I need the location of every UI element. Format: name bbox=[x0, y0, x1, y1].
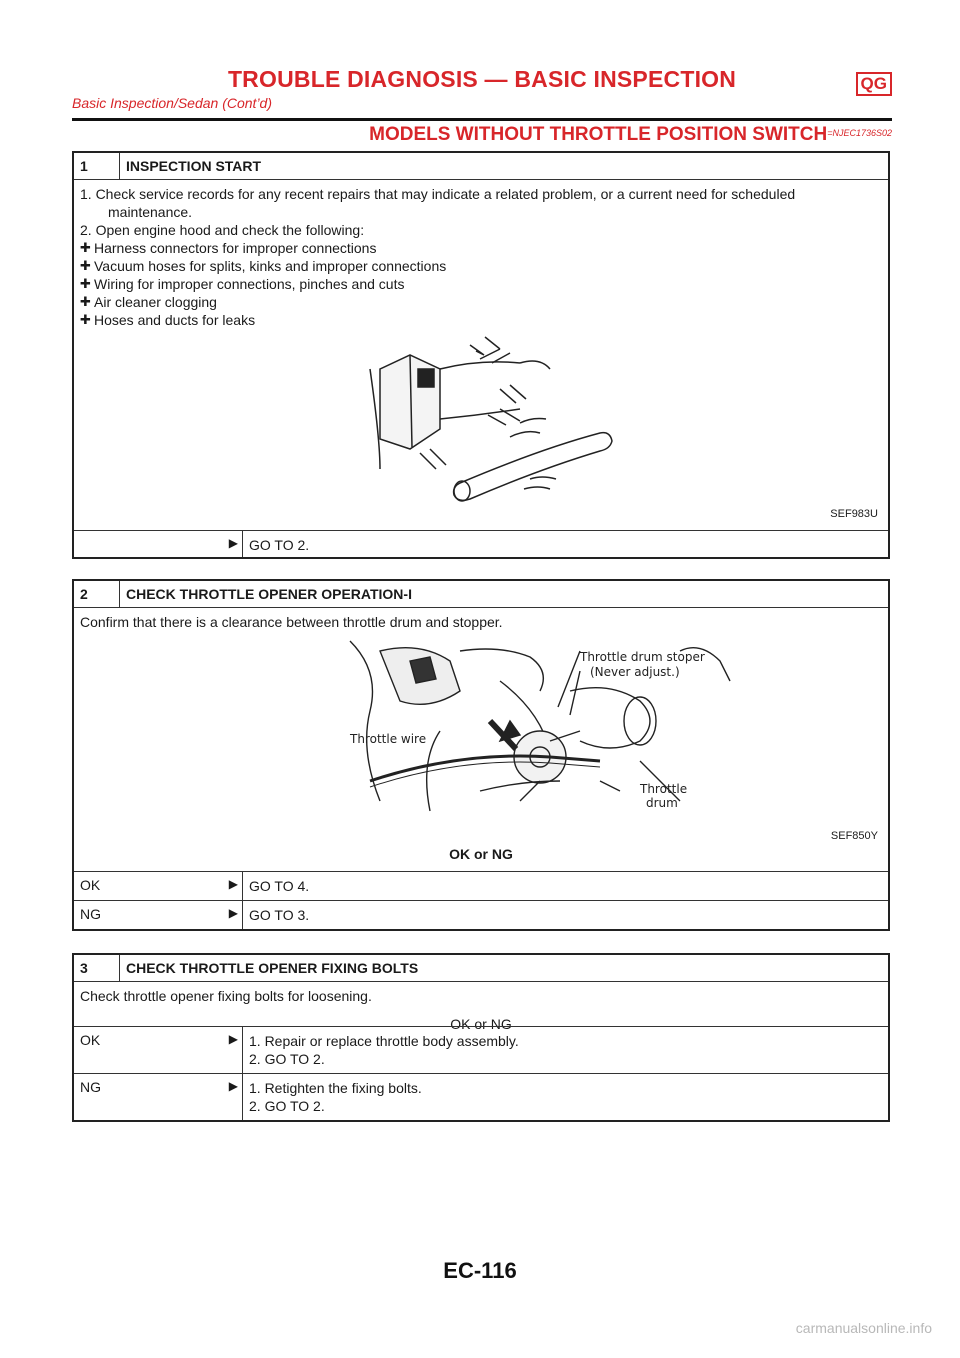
result-row-ok bbox=[74, 1026, 888, 1073]
bullet-icon: ✚ bbox=[80, 258, 91, 273]
ok-ng-label: OK or NG bbox=[450, 1016, 512, 1032]
result-action: 1. Repair or replace throttle body assembly. 2. GO TO 2. bbox=[242, 1027, 888, 1073]
document-subtitle: Basic Inspection/Sedan (Cont’d) bbox=[72, 95, 272, 111]
result-action: GO TO 2. bbox=[242, 531, 888, 557]
page-header bbox=[72, 66, 892, 111]
arrow-icon: ▶ bbox=[228, 536, 238, 550]
step-1-header bbox=[74, 153, 888, 180]
instruction-line: Check throttle opener fixing bolts for loosening. bbox=[80, 988, 372, 1004]
step-number: 1 bbox=[74, 153, 120, 179]
label-stopper: Throttle drum stoper bbox=[580, 650, 705, 664]
watermark: carmanualsonline.info bbox=[795, 1320, 932, 1336]
arrow-icon: ▶ bbox=[228, 877, 238, 891]
bullet-icon: ✚ bbox=[80, 294, 91, 309]
step-2-body bbox=[74, 608, 888, 874]
instruction-line: 2. Open engine hood and check the following: bbox=[80, 222, 365, 238]
step-2-box bbox=[72, 579, 890, 931]
bullet-icon: ✚ bbox=[80, 312, 91, 327]
step-title: CHECK THROTTLE OPENER FIXING BOLTS bbox=[126, 960, 419, 976]
result-table bbox=[74, 871, 888, 929]
result-action: GO TO 4. bbox=[242, 872, 888, 900]
header-rule bbox=[72, 118, 892, 121]
result-table bbox=[74, 1026, 888, 1120]
bullet-item: ✚ Vacuum hoses for splits, kinks and improper connections bbox=[80, 258, 447, 274]
bullet-item: ✚ Wiring for improper connections, pinches and cuts bbox=[80, 276, 405, 292]
section-title-text: MODELS WITHOUT THROTTLE POSITION SWITCH bbox=[369, 124, 828, 145]
label-drum: drum bbox=[646, 796, 678, 810]
result-label: NG ▶ bbox=[74, 1074, 242, 1120]
bullet-icon: ✚ bbox=[80, 276, 91, 291]
result-label: OK ▶ bbox=[74, 1027, 242, 1073]
bullet-item: ✚ Hoses and ducts for leaks bbox=[80, 312, 256, 328]
label-throttle-wire: Throttle wire bbox=[350, 732, 427, 746]
page-number: EC-116 bbox=[443, 1258, 517, 1283]
step-title: CHECK THROTTLE OPENER OPERATION-I bbox=[126, 586, 412, 602]
label-throttle: Throttle bbox=[640, 782, 688, 796]
section-title bbox=[369, 124, 892, 146]
figure-code: SEF850Y bbox=[830, 830, 878, 842]
hose-illustration bbox=[80, 329, 884, 509]
label-never-adjust: (Never adjust.) bbox=[590, 665, 680, 679]
result-row bbox=[74, 530, 888, 557]
result-action: 1. Retighten the fixing bolts. 2. GO TO 2. bbox=[242, 1074, 888, 1120]
result-row-ng bbox=[74, 900, 888, 929]
result-label: OK ▶ bbox=[80, 877, 238, 893]
figure-throttle-drum bbox=[80, 631, 882, 845]
step-title: INSPECTION START bbox=[126, 158, 262, 174]
figure-hose-inspection bbox=[80, 329, 882, 525]
result-row-ng bbox=[74, 1073, 888, 1120]
bullet-item: ✚ Harness connectors for improper connections bbox=[80, 240, 377, 256]
arrow-icon: ▶ bbox=[228, 906, 238, 920]
arrow-icon: ▶ bbox=[228, 1079, 238, 1093]
step-number: 2 bbox=[74, 581, 120, 607]
step-1-box bbox=[72, 151, 890, 559]
result-action: GO TO 3. bbox=[242, 901, 888, 929]
bullet-icon: ✚ bbox=[80, 240, 91, 255]
throttle-illustration bbox=[80, 631, 884, 827]
step-2-header bbox=[74, 581, 888, 608]
section-code: =NJEC1736S02 bbox=[827, 128, 892, 138]
instruction-line: maintenance. bbox=[108, 204, 193, 220]
document-title: TROUBLE DIAGNOSIS — BASIC INSPECTION bbox=[227, 66, 737, 92]
step-1-body bbox=[74, 180, 888, 530]
result-label: NG ▶ bbox=[80, 906, 238, 922]
figure-code: SEF983U bbox=[830, 508, 878, 520]
instruction-line: Confirm that there is a clearance between throttle drum and stopper. bbox=[80, 614, 503, 630]
bullet-item: ✚ Air cleaner clogging bbox=[80, 294, 217, 310]
arrow-icon: ▶ bbox=[228, 1032, 238, 1046]
engine-badge: QG bbox=[856, 72, 892, 96]
step-3-header bbox=[74, 955, 888, 982]
result-label bbox=[74, 531, 242, 557]
ok-ng-label: OK or NG bbox=[449, 846, 513, 862]
instruction-line: 1. Check service records for any recent repairs that may indicate a related problem, or a current need for scheduled bbox=[80, 186, 796, 202]
step-3-box bbox=[72, 953, 890, 1122]
step-number: 3 bbox=[74, 955, 120, 981]
result-row-ok bbox=[74, 871, 888, 900]
